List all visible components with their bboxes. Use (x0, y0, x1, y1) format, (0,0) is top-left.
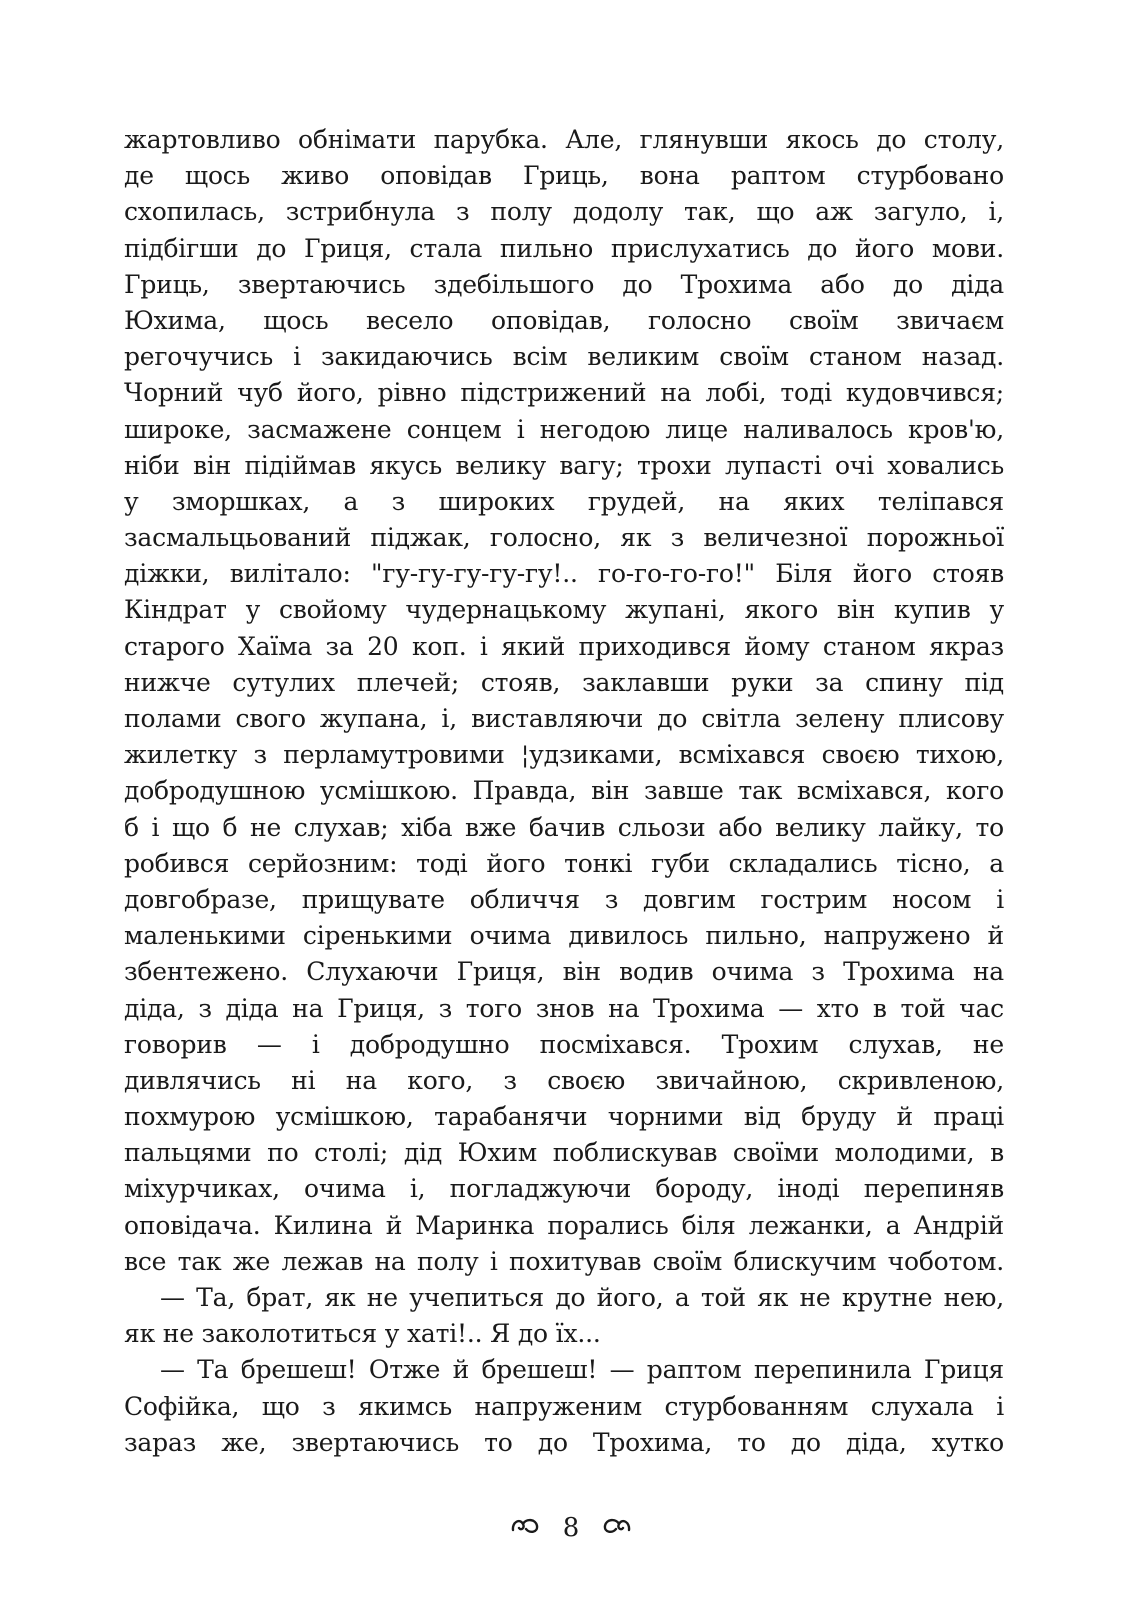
body-text (124, 122, 1004, 1461)
text-line: старого Хаїма за 20 коп. і який приходився йому станом якраз (124, 631, 1004, 661)
text-line: підбігши до Гриця, стала пильно прислухатись до його мови. (124, 233, 1004, 263)
text-line: міхурчиках, очима і, погладжуючи бороду, іноді перепиняв (124, 1174, 1004, 1204)
text-line: маленькими сіренькими очима дивилось пильно, напружено й (124, 921, 1004, 951)
text-line: як не заколотиться у хаті!.. Я до їх... (124, 1319, 601, 1349)
text-line: діжки, вилітало: "гу-гу-гу-гу-гу!.. го-го-го-го!" Біля його стояв (124, 559, 1004, 589)
fleuron-left-icon (510, 1514, 540, 1542)
text-line: жартовливо обнімати парубка. Але, глянувши якось до столу, (124, 125, 1004, 154)
text-line: Кіндрат у свойому чудернацькому жупані, якого він купив у (124, 595, 1004, 625)
text-line: довгобразе, прищувате обличчя з довгим гострим носом і (124, 884, 1004, 914)
fleuron-right-icon (602, 1514, 632, 1542)
text-line: зараз же, звертаючись то до Трохима, то до діда, хутко (124, 1427, 1004, 1457)
text-line: збентежено. Слухаючи Гриця, він водив очима з Трохима на (124, 957, 1004, 987)
text-line: засмальцьований піджак, голосно, як з величезної порожньої (124, 523, 1004, 553)
dialogue-line: — Та брешеш! Отже й брешеш! — раптом перепинила Гриця (160, 1355, 1004, 1385)
dialogue-line: — Та, брат, як не учепиться до його, а той як не крутне нею, (160, 1283, 1004, 1312)
text-line: похмурою усмішкою, тарабанячи чорними від бруду й праці (124, 1102, 1004, 1132)
page-footer (0, 1512, 1142, 1543)
text-line: оповідача. Килина й Маринка порались біля лежанки, а Андрій (124, 1210, 1004, 1240)
text-line: все так же лежав на полу і похитував своїм блискучим чоботом. (124, 1246, 1004, 1276)
text-line: схопилась, зстрибнула з полу додолу так, що аж загуло, і, (124, 197, 1004, 227)
text-line: Юхима, щось весело оповідав, голосно своїм звичаєм (124, 305, 1004, 335)
text-line: де щось живо оповідав Гриць, вона раптом стурбовано (124, 161, 1004, 191)
text-line: діда, з діда на Гриця, з того знов на Трохима — хто в той час (124, 993, 1004, 1023)
text-line: дивлячись ні на кого, з своєю звичайною, скривленою, (124, 1065, 1004, 1095)
text-line: пальцями по столі; дід Юхим поблискував своїми молодими, в (124, 1138, 1004, 1168)
text-line: Гриць, звертаючись здебільшого до Трохима або до діда (124, 269, 1004, 299)
text-line: ніби він підіймав якусь велику вагу; трохи лупасті очі ховались (124, 450, 1004, 480)
text-line: регочучись і закидаючись всім великим своїм станом назад. (124, 342, 1004, 372)
text-line: Софійка, що з якимсь напруженим стурбованням слухала і (124, 1391, 1004, 1421)
text-line: робився серйозним: тоді його тонкі губи складались тісно, а (124, 848, 1004, 878)
page-number: 8 (562, 1513, 580, 1543)
text-line: нижче сутулих плечей; стояв, заклавши руки за спину під (124, 667, 1004, 697)
text-line: жилетку з перламутровими ¦удзиками, всміхався своєю тихою, (124, 740, 1004, 770)
text-line: говорив — і добродушно посміхався. Трохим слухав, не (124, 1029, 1004, 1059)
text-line: Чорний чуб його, рівно підстрижений на лобі, тоді кудовчився; (124, 378, 1004, 408)
text-line: полами свого жупана, і, виставляючи до світла зелену плисову (124, 704, 1004, 733)
text-line: б і що б не слухав; хіба вже бачив сльози або велику лайку, то (124, 812, 1004, 842)
text-line: у зморшках, а з широких грудей, на яких теліпався (124, 486, 1004, 516)
text-line: широке, засмажене сонцем і негодою лице наливалось кров'ю, (124, 414, 1004, 444)
text-line: добродушною усмішкою. Правда, він завше так всміхався, кого (124, 776, 1004, 806)
